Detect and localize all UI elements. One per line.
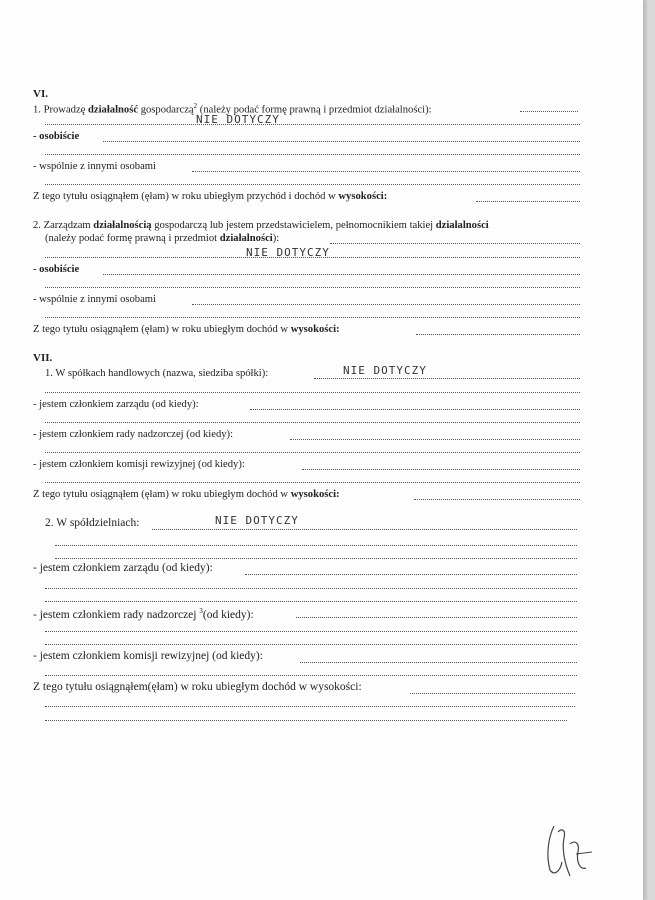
- vi-q1-answer-line: [45, 123, 580, 125]
- vi-q1-label: 1. Prowadzę działalność gospodarczą$^2$ (należy podać formę prawną i przedmiot działalności):: [33, 102, 432, 116]
- vii-zarzad2-label: - jestem członkiem zarządu (od kiedy):: [33, 562, 213, 574]
- dotted-line: [414, 498, 580, 500]
- dotted-line: [45, 421, 580, 423]
- dotted-line: [45, 153, 580, 155]
- vi-q1-handwritten-answer: NIE DOTYCZY: [196, 113, 280, 126]
- section-vii-heading: VII.: [33, 352, 53, 364]
- vi-q2-label-line2: (należy podać formę prawną i przedmiot działalności):: [45, 233, 280, 244]
- dotted-line: [45, 600, 577, 602]
- vii-komisja2-label: - jestem członkiem komisji rewizyjnej (od kiedy):: [33, 650, 263, 662]
- dotted-line: [45, 481, 580, 483]
- vi-income1-label: Z tego tytułu osiągnąłem (ęłam) w roku ubiegłym przychód i dochód w wysokości:: [33, 191, 388, 202]
- dotted-line: [45, 587, 577, 589]
- vii-zarzad-label: - jestem członkiem zarządu (od kiedy):: [33, 399, 199, 410]
- dotted-line: [45, 183, 580, 185]
- vi-wspolnie2-label: - wspólnie z innymi osobami: [33, 294, 156, 305]
- dotted-line: [45, 705, 575, 707]
- vii-income2-label: Z tego tytułu osiągnąłem(ęłam) w roku ubiegłym dochód w wysokości:: [33, 681, 362, 693]
- dotted-line: [45, 391, 580, 393]
- dotted-line: [296, 616, 577, 618]
- vii-q2-handwritten-answer: NIE DOTYCZY: [215, 514, 299, 527]
- dotted-line: [103, 273, 580, 275]
- dotted-line: [45, 719, 567, 721]
- vi-osobiscie2-label: - osobiście: [33, 264, 80, 275]
- vii-q1-label: 1. W spółkach handlowych (nazwa, siedziba spółki):: [45, 368, 269, 379]
- dotted-line: [45, 630, 577, 632]
- vi-income2-label: Z tego tytułu osiągnąłem (ęłam) w roku ubiegłym dochód w wysokości:: [33, 324, 340, 335]
- vi-osobiscie-label: - osobiście: [33, 131, 80, 142]
- dotted-line: [314, 377, 580, 379]
- vii-income1-label: Z tego tytułu osiągnąłem (ęłam) w roku ubiegłym dochód w wysokości:: [33, 489, 340, 500]
- vi-wspolnie-label: - wspólnie z innymi osobami: [33, 161, 156, 172]
- vii-komisja-label: - jestem członkiem komisji rewizyjnej (od kiedy):: [33, 459, 245, 470]
- dotted-line: [410, 692, 575, 694]
- dotted-line: [250, 408, 580, 410]
- dotted-line: [55, 544, 577, 546]
- vii-q1-handwritten-answer: NIE DOTYCZY: [343, 364, 427, 377]
- dotted-line: [416, 333, 580, 335]
- dotted-line: [152, 528, 577, 530]
- vii-rada-label: - jestem członkiem rady nadzorczej (od kiedy):: [33, 429, 234, 440]
- dotted-line: [103, 140, 580, 142]
- section-vi-heading: VI.: [33, 88, 48, 100]
- dotted-line: [192, 303, 580, 305]
- dotted-line: [45, 674, 577, 676]
- dotted-line: [192, 170, 580, 172]
- dotted-line: [302, 468, 580, 470]
- dotted-line: [300, 661, 577, 663]
- dotted-line: [45, 286, 580, 288]
- dotted-line: [290, 438, 580, 440]
- vii-rada2-label: - jestem członkiem rady nadzorczej $^3$(od kiedy):: [33, 607, 254, 621]
- vi-q1-dots: [520, 110, 578, 112]
- vi-q2-label: 2. Zarządzam działalnością gospodarczą lub jestem przedstawicielem, pełnomocnikiem takiej działalności: [33, 220, 489, 231]
- vi-q2-handwritten-answer: NIE DOTYCZY: [246, 246, 330, 259]
- dotted-line: [45, 316, 580, 318]
- dotted-line: [45, 451, 580, 453]
- dotted-line: [476, 200, 580, 202]
- dotted-line: [330, 242, 580, 244]
- dotted-line: [245, 573, 577, 575]
- signature-initials: [540, 818, 610, 888]
- dotted-line: [45, 643, 577, 645]
- dotted-line: [55, 557, 577, 559]
- vii-q2-label: 2. W spółdzielniach:: [45, 517, 140, 529]
